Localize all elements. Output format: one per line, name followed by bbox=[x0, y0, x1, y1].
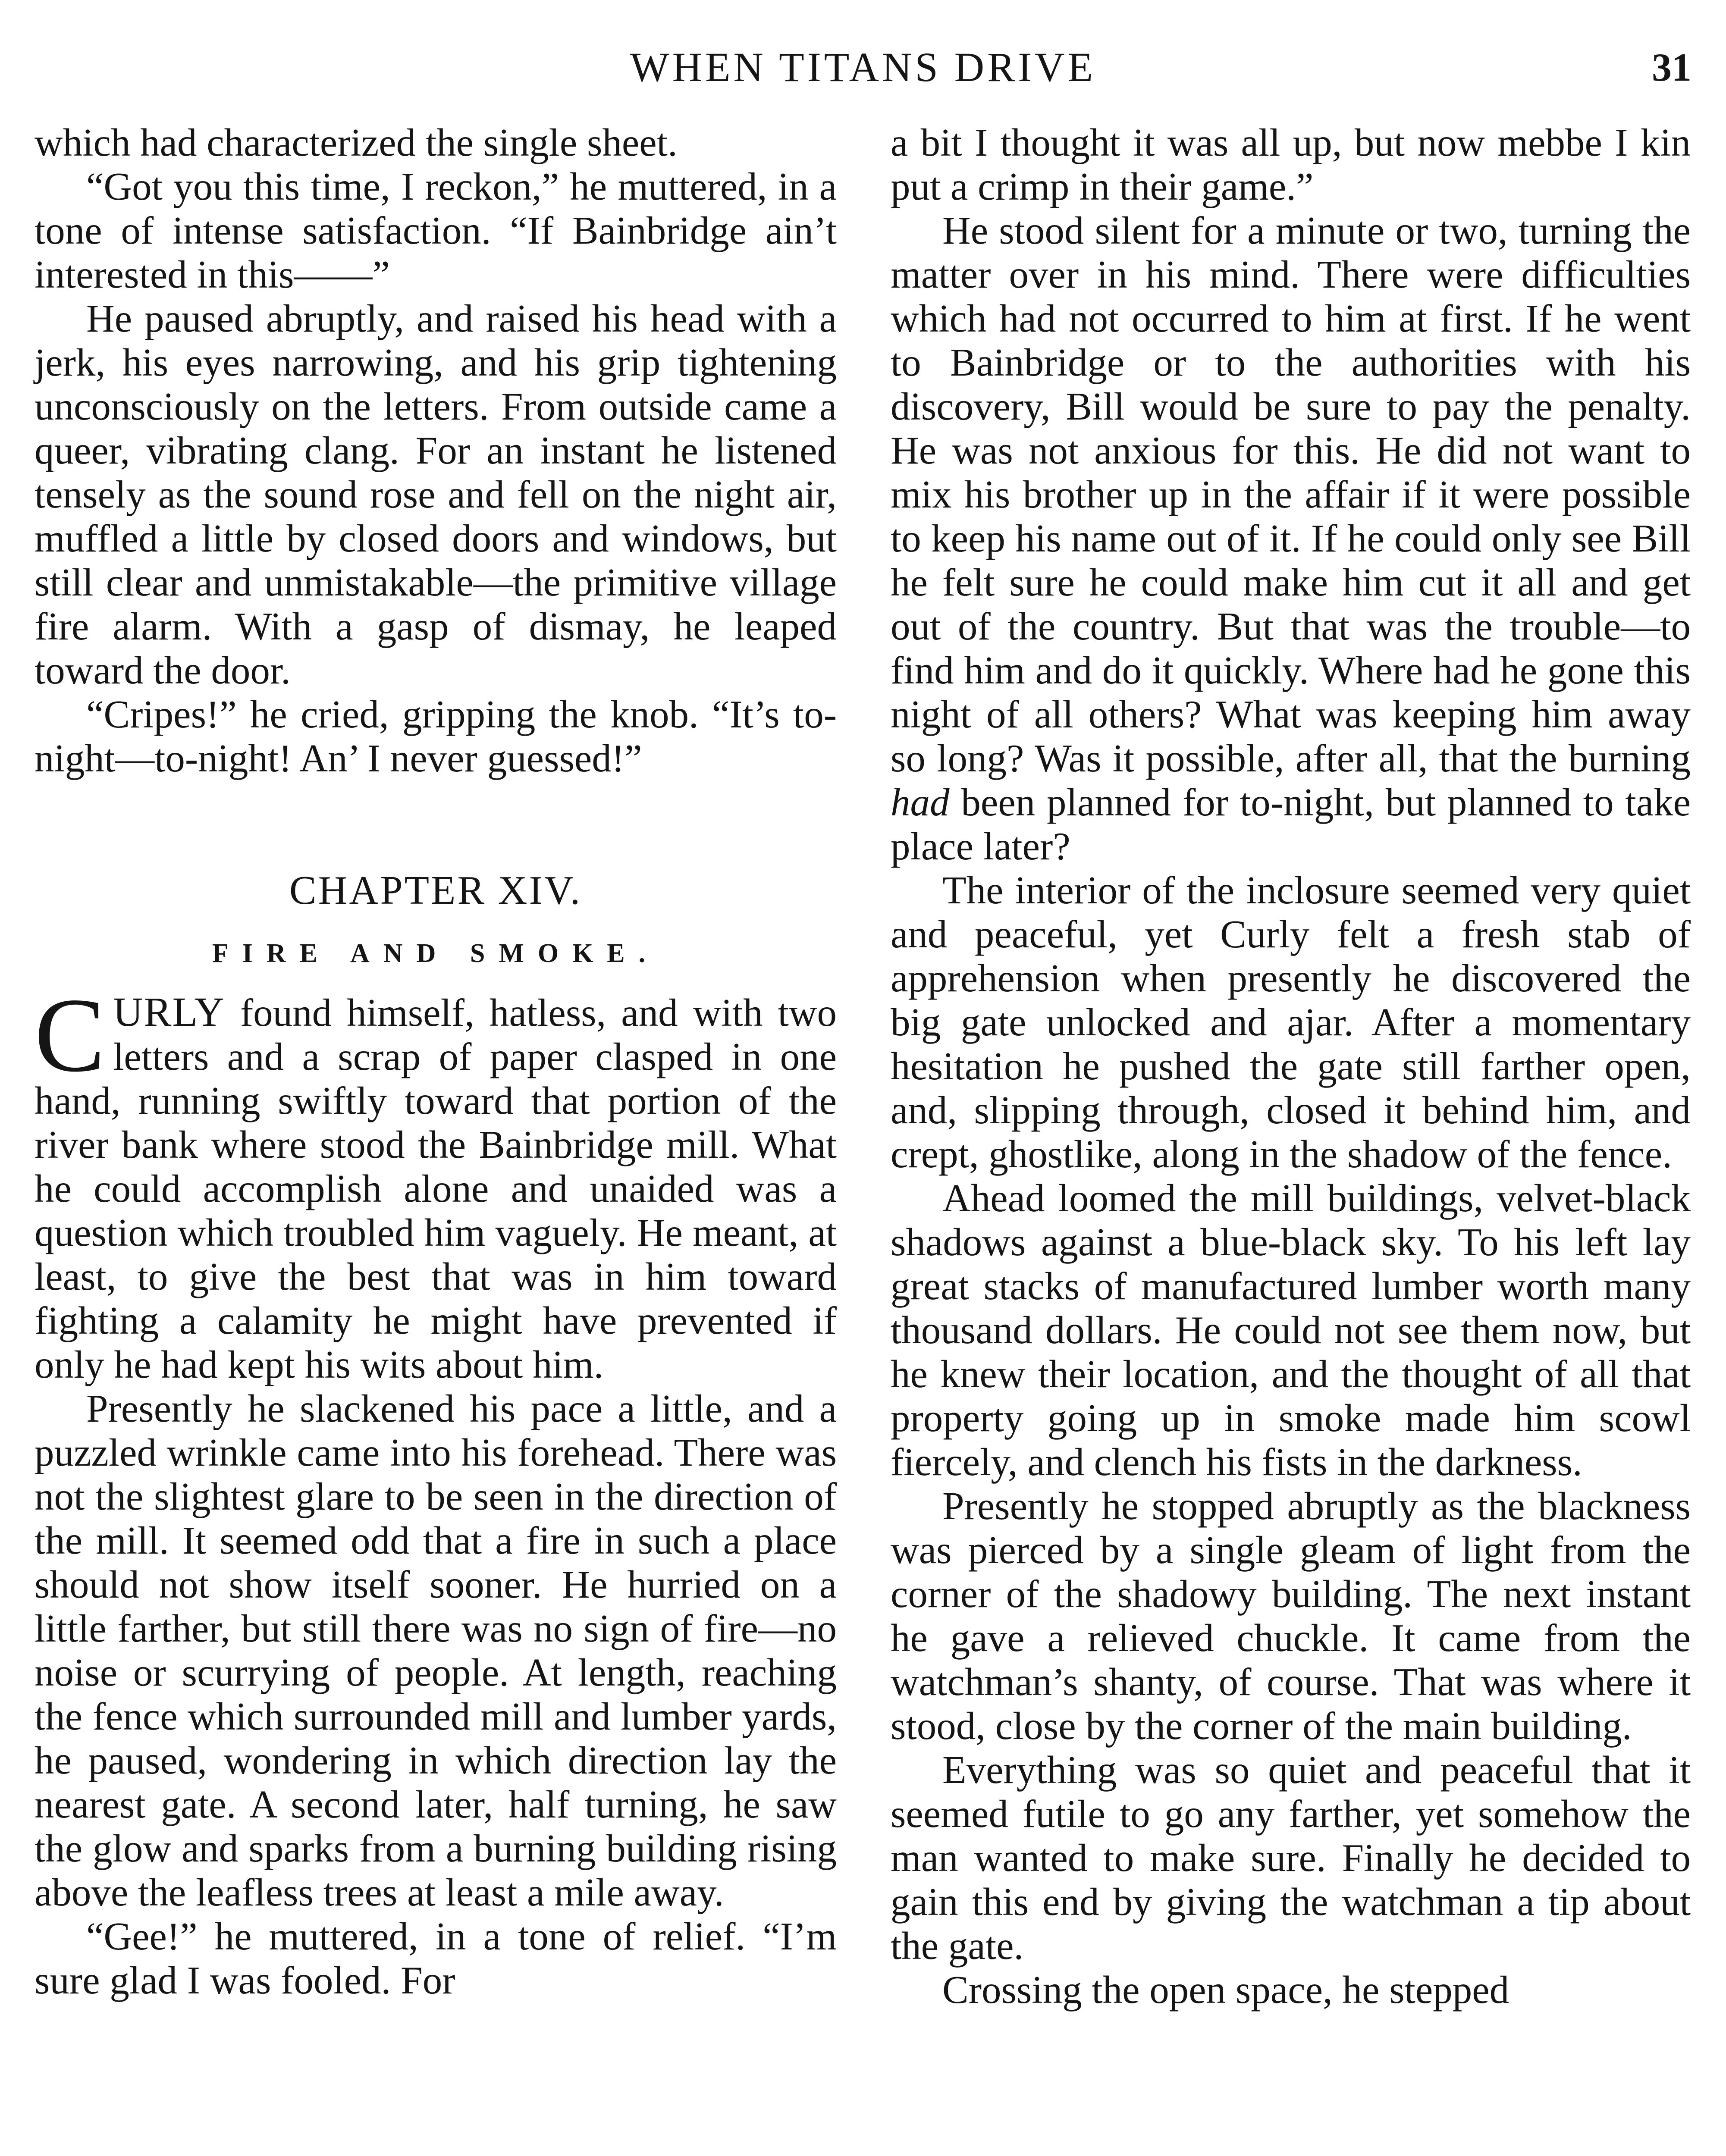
paragraph: “Got you this time, I reckon,” he muttered, in a tone of intense satisfaction. “If Bainbridge ain’t interested in this——” bbox=[35, 165, 837, 296]
drop-cap: C bbox=[35, 977, 106, 1094]
paragraph: Everything was so quiet and peaceful that it seemed futile to go any farther, yet somehow the man wanted to make sure. Finally he decided to gain this end by giving the watchman a tip about the gate. bbox=[891, 1748, 1691, 1968]
paragraph: Ahead loomed the mill buildings, velvet-black shadows against a blue-black sky. To his left lay great stacks of manufactured lumber worth many thousand dollars. He could not see them now, but he knew their location, and the thought of all that property going up in smoke made him scowl fiercely, and clench his fists in the darkness. bbox=[891, 1176, 1691, 1484]
italic-word: had bbox=[891, 780, 950, 824]
paragraph: The interior of the inclosure seemed very quiet and peaceful, yet Curly felt a fresh stab of apprehension when presently he discovered the big gate unlocked and ajar. After a momentary hesitation he pushed the gate still farther open, and, slipping through, closed it behind him, and crept, ghostlike, along in the shadow of the fence. bbox=[891, 868, 1691, 1176]
paragraph bbox=[891, 209, 1691, 868]
paragraph: which had characterized the single sheet. bbox=[35, 121, 678, 164]
right-column bbox=[891, 121, 1691, 2012]
chapter-title: CHAPTER XIV. bbox=[289, 868, 582, 913]
small-caps-word: URLY bbox=[113, 989, 225, 1035]
paragraph-text: been planned for to-night, but planned to take place later? bbox=[891, 780, 1691, 868]
paragraph-text: found himself, hatless, and with two letters and a scrap of paper clasped in one hand, running swiftly toward that portion of the river bank where stood the Bainbridge mill. What he could accomplish alone and unaided was a question which troubled him vaguely. He meant, at least, to give the best that was in him toward fighting a calamity he might have prevented if only he had kept his wits about him. bbox=[35, 991, 837, 1386]
paragraph-text: He stood silent for a minute or two, turning the matter over in his mind. There were difficulties which had not occurred to him at first. If he went to Bainbridge or to the authorities with his discovery, Bill would be sure to pay the penalty. He was not anxious for this. He did not want to mix his brother up in the affair if it were possible to keep his name out of it. If he could only see Bill he felt sure he could make him cut it all and get out of the country. But that was the trouble—to find him and do it quickly. Where had he gone this night of all others? What was keeping him away so long? Was it possible, after all, that the burning bbox=[891, 209, 1691, 780]
paragraph: He paused abruptly, and raised his head with a jerk, his eyes narrowing, and his grip tightening unconsciously on the letters. From outside came a queer, vibrating clang. For an instant he listened tensely as the sound rose and fell on the night air, muffled a little by closed doors and windows, but still clear and unmistakable—the primitive village fire alarm. With a gasp of dismay, he leaped toward the door. bbox=[35, 297, 837, 692]
paragraph: a bit I thought it was all up, but now mebbe I kin put a crimp in their game.” bbox=[891, 121, 1691, 208]
running-title: WHEN TITANS DRIVE bbox=[630, 44, 1096, 90]
chapter-opening-paragraph bbox=[35, 977, 837, 1387]
paragraph: Crossing the open space, he stepped bbox=[942, 1968, 1509, 2012]
page-number: 31 bbox=[1652, 45, 1691, 89]
chapter-subtitle: FIRE AND SMOKE. bbox=[212, 939, 659, 968]
paragraph: “Gee!” he muttered, in a tone of relief. “I’m sure glad I was fooled. For bbox=[35, 1915, 837, 2002]
paragraph: “Cripes!” he cried, gripping the knob. “It’s to-night—to-night! An’ I never guessed!” bbox=[35, 693, 837, 780]
running-head bbox=[35, 37, 1691, 97]
left-column bbox=[35, 121, 837, 2002]
paragraph: Presently he slackened his pace a little, and a puzzled wrinkle came into his forehead. There was not the slightest glare to be seen in the direction of the mill. It seemed odd that a fire in such a place should not show itself sooner. He hurried on a little farther, but still there was no sign of fire—no noise or scurrying of people. At length, reaching the fence which surrounded mill and lumber yards, he paused, wondering in which direction lay the nearest gate. A second later, half turning, he saw the glow and sparks from a burning building rising above the leafless trees at least a mile away. bbox=[35, 1387, 837, 1914]
paragraph: Presently he stopped abruptly as the blackness was pierced by a single gleam of light from the corner of the shadowy building. The next instant he gave a relieved chuckle. It came from the watchman’s shanty, of course. That was where it stood, close by the corner of the main building. bbox=[891, 1484, 1691, 1748]
